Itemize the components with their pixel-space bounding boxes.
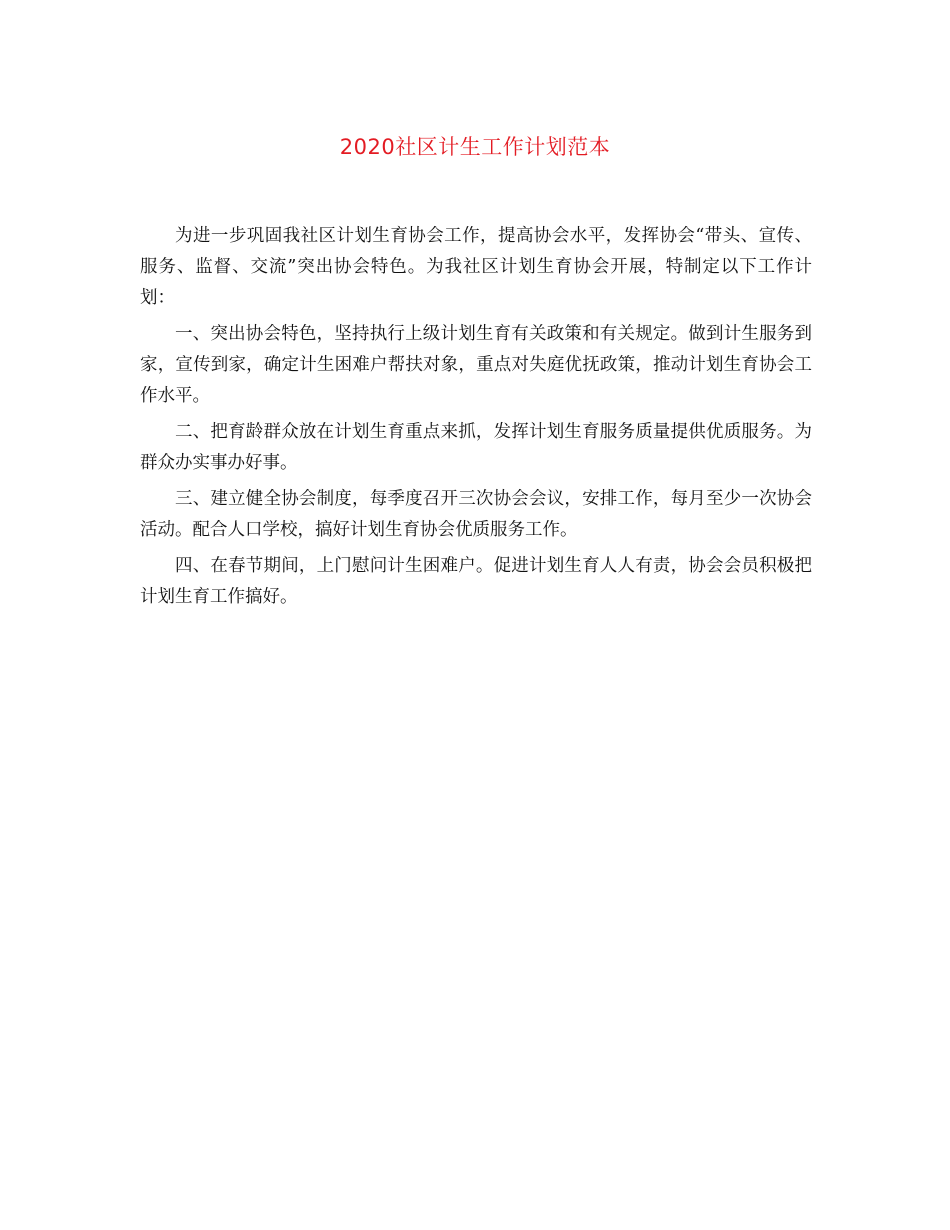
paragraph-item-4: 四、在春节期间，上门慰问计生困难户。促进计划生育人人有责，协会会员积极把计划生育工作搞好。 xyxy=(140,556,812,607)
paragraph-intro: 为进一步巩固我社区计划生育协会工作，提高协会水平，发挥协会“带头、宣传、服务、监督、交流”突出协会特色。为我社区计划生育协会开展，特制定以下工作计划： xyxy=(140,226,812,308)
document-title: 2020社区计生工作计划范本 xyxy=(339,135,611,159)
paragraph-item-3: 三、建立健全协会制度，每季度召开三次协会会议，安排工作，每月至少一次协会活动。配合人口学校，搞好计划生育协会优质服务工作。 xyxy=(140,489,812,540)
paragraph-item-2: 二、把育龄群众放在计划生育重点来抓，发挥计划生育服务质量提供优质服务。为群众办实事办好事。 xyxy=(140,422,812,473)
paragraph-item-1: 一、突出协会特色，坚持执行上级计划生育有关政策和有关规定。做到计生服务到家，宣传到家，确定计生困难户帮扶对象，重点对失庭优抚政策，推动计划生育协会工作水平。 xyxy=(140,324,812,406)
document-body xyxy=(140,221,812,618)
